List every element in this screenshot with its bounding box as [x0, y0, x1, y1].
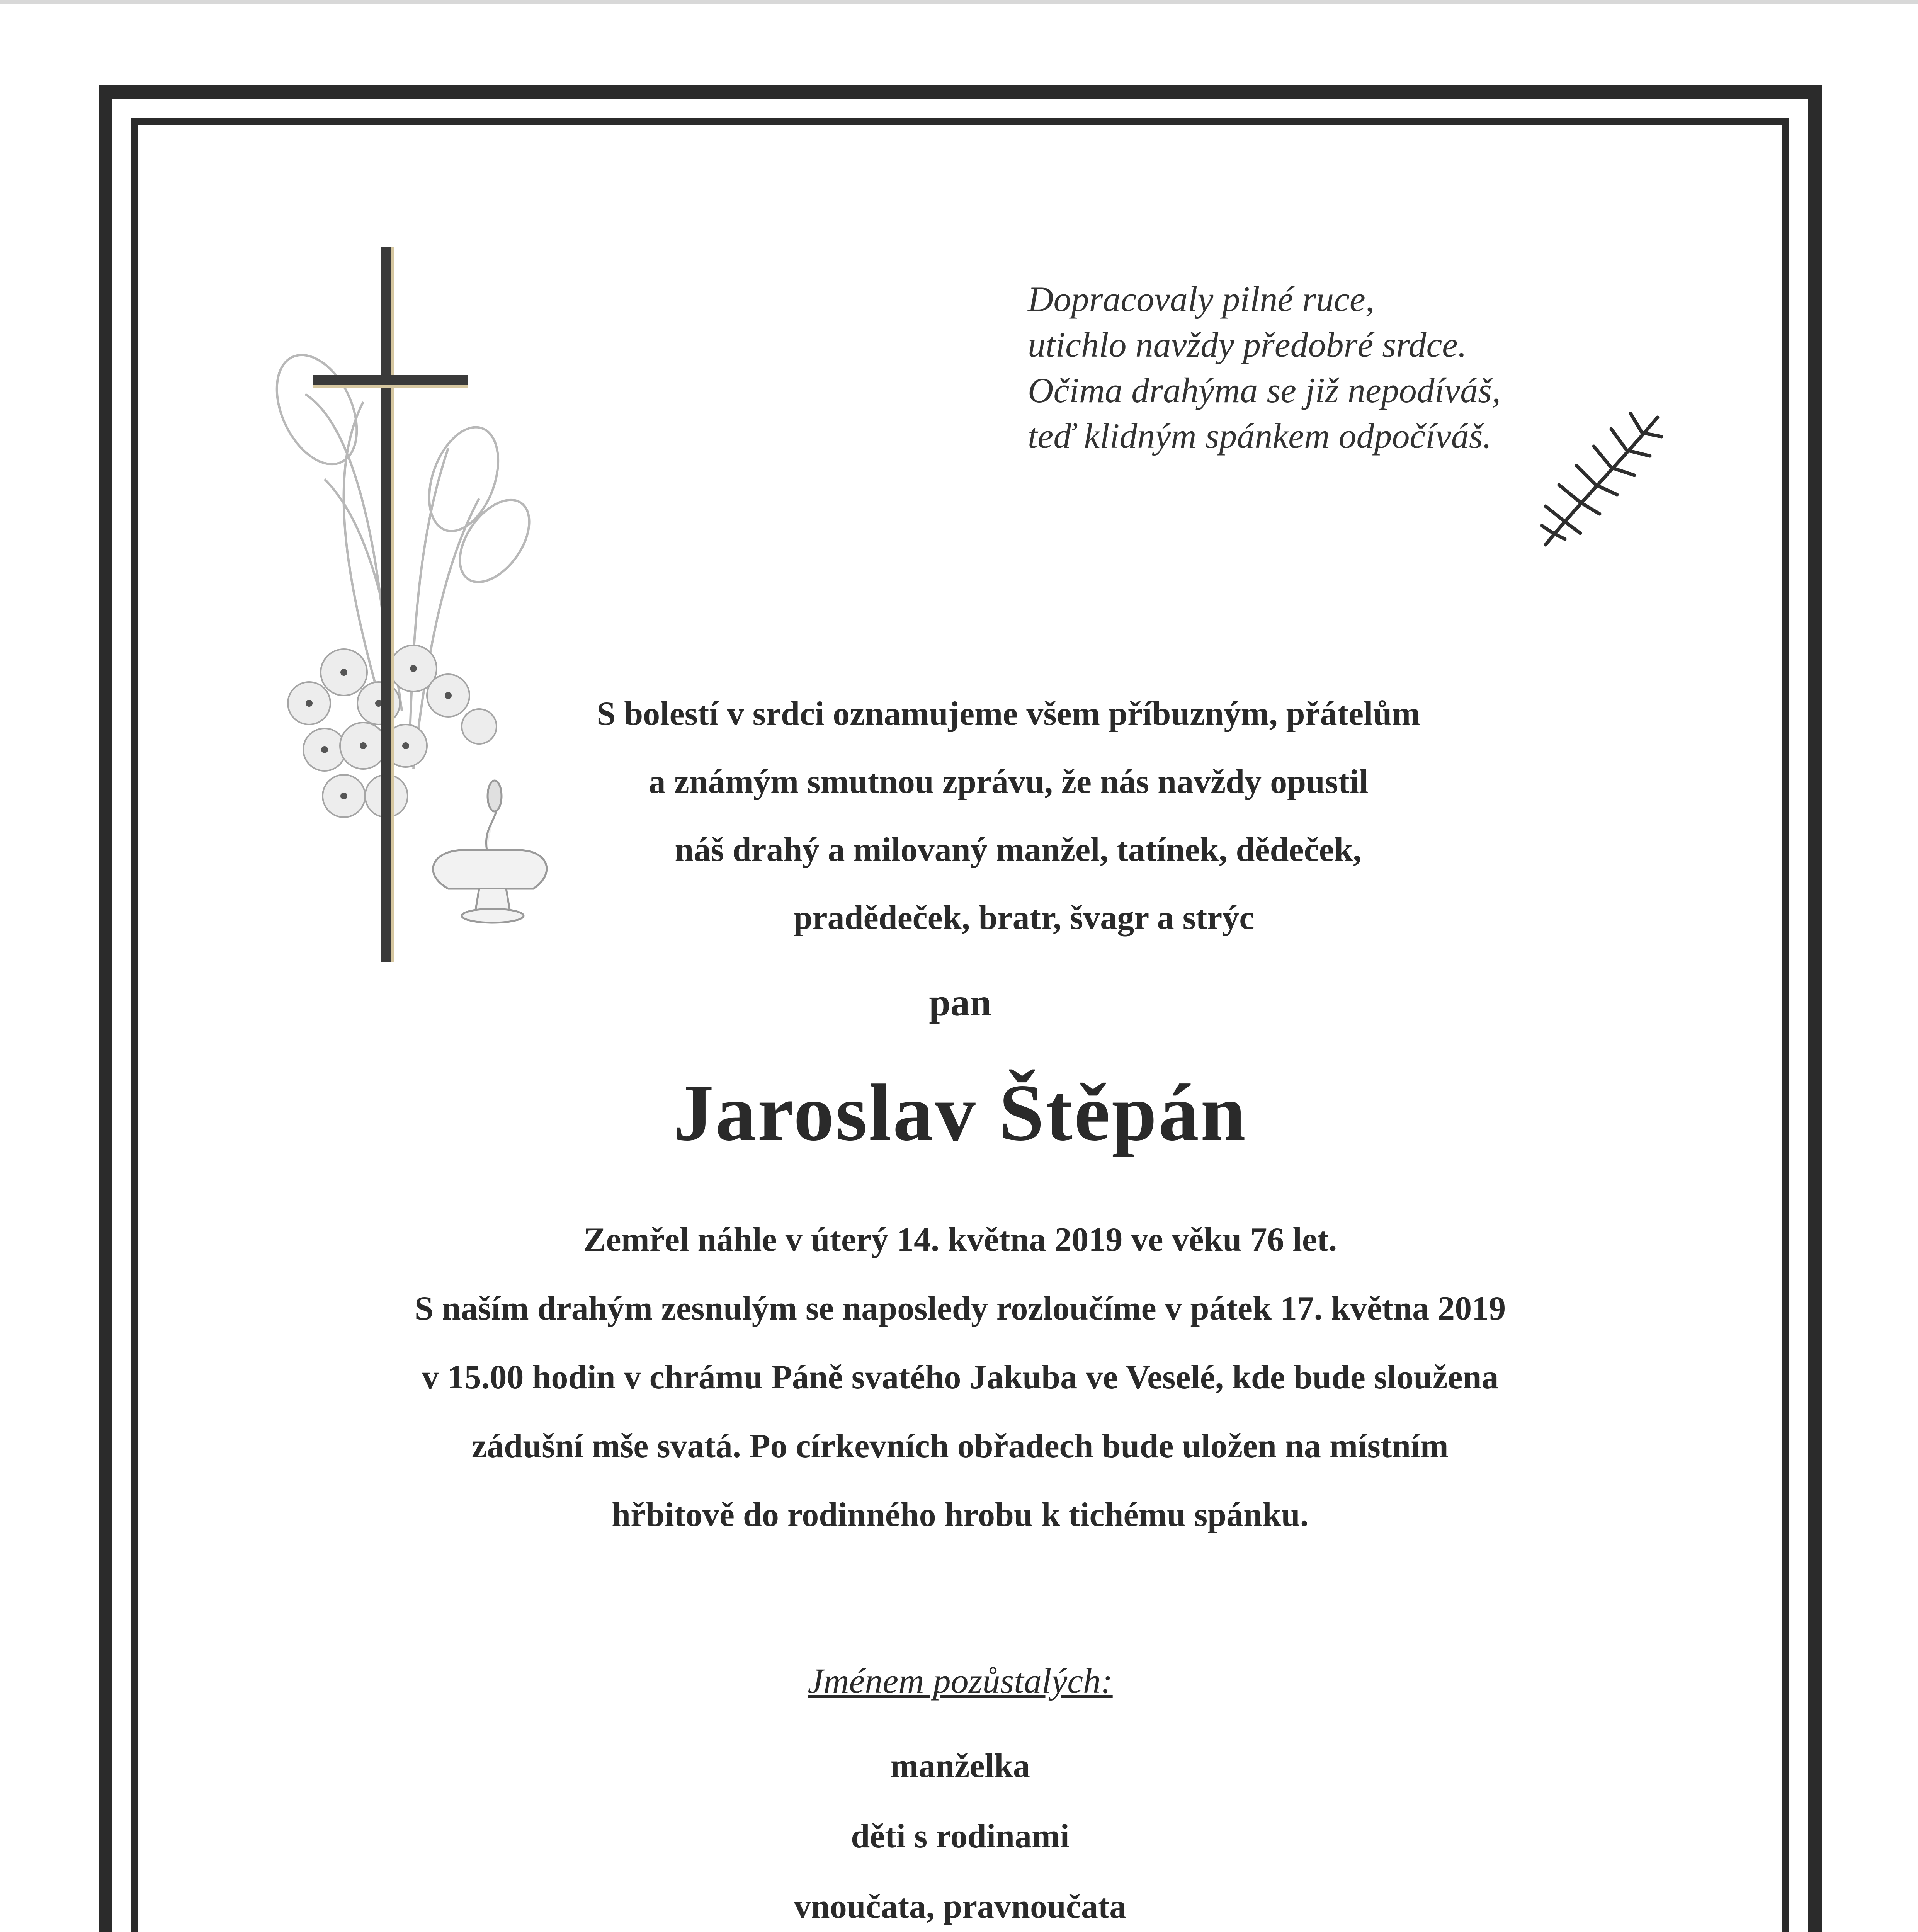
survivors-list — [139, 1731, 1781, 1932]
announcement-line: pradědeček, bratr, švagr a strýc — [793, 899, 1255, 937]
survivor-item: manželka — [890, 1747, 1030, 1785]
poem-line: utichlo navždy předobré srdce. — [1028, 325, 1467, 364]
poem-line: Dopracovaly pilné ruce, — [1028, 279, 1374, 319]
poem-line: Očima drahýma se již nepodíváš, — [1028, 371, 1501, 410]
memorial-poem — [1028, 276, 1607, 459]
announcement — [139, 680, 1781, 952]
details-line: Zemřel náhle v úterý 14. května 2019 ve věku 76 let. — [583, 1221, 1337, 1259]
survivors-heading: Jménem pozůstalých: — [808, 1661, 1113, 1701]
poem-line: teď klidným spánkem odpočíváš. — [1028, 416, 1492, 456]
details-line: hřbitově do rodinného hrobu k tichému spánku. — [612, 1496, 1309, 1534]
announcement-line: náš drahý a milovaný manžel, tatínek, dědeček, — [675, 831, 1362, 869]
announcement-line: S bolestí v srdci oznamujeme všem příbuzným, přátelům — [597, 695, 1420, 733]
honorific: pan — [929, 981, 991, 1024]
survivor-item: děti s rodinami — [851, 1818, 1070, 1855]
deceased-name: Jaroslav Štěpán — [673, 1068, 1247, 1158]
details-line: zádušní mše svatá. Po církevních obřadech bude uložen na místním — [472, 1427, 1449, 1465]
fir-branch-icon — [1530, 406, 1669, 553]
announcement-line: a známým smutnou zprávu, že nás navždy opustil — [648, 763, 1369, 801]
details-line: S naším drahým zesnulým se naposledy rozloučíme v pátek 17. května 2019 — [414, 1290, 1506, 1327]
survivor-item: vnoučata, pravnoučata — [794, 1888, 1127, 1925]
funeral-details — [139, 1206, 1781, 1549]
scan-edge — [0, 0, 1918, 4]
details-line: v 15.00 hodin v chrámu Páně svatého Jakuba ve Veselé, kde bude sloužena — [422, 1359, 1499, 1396]
